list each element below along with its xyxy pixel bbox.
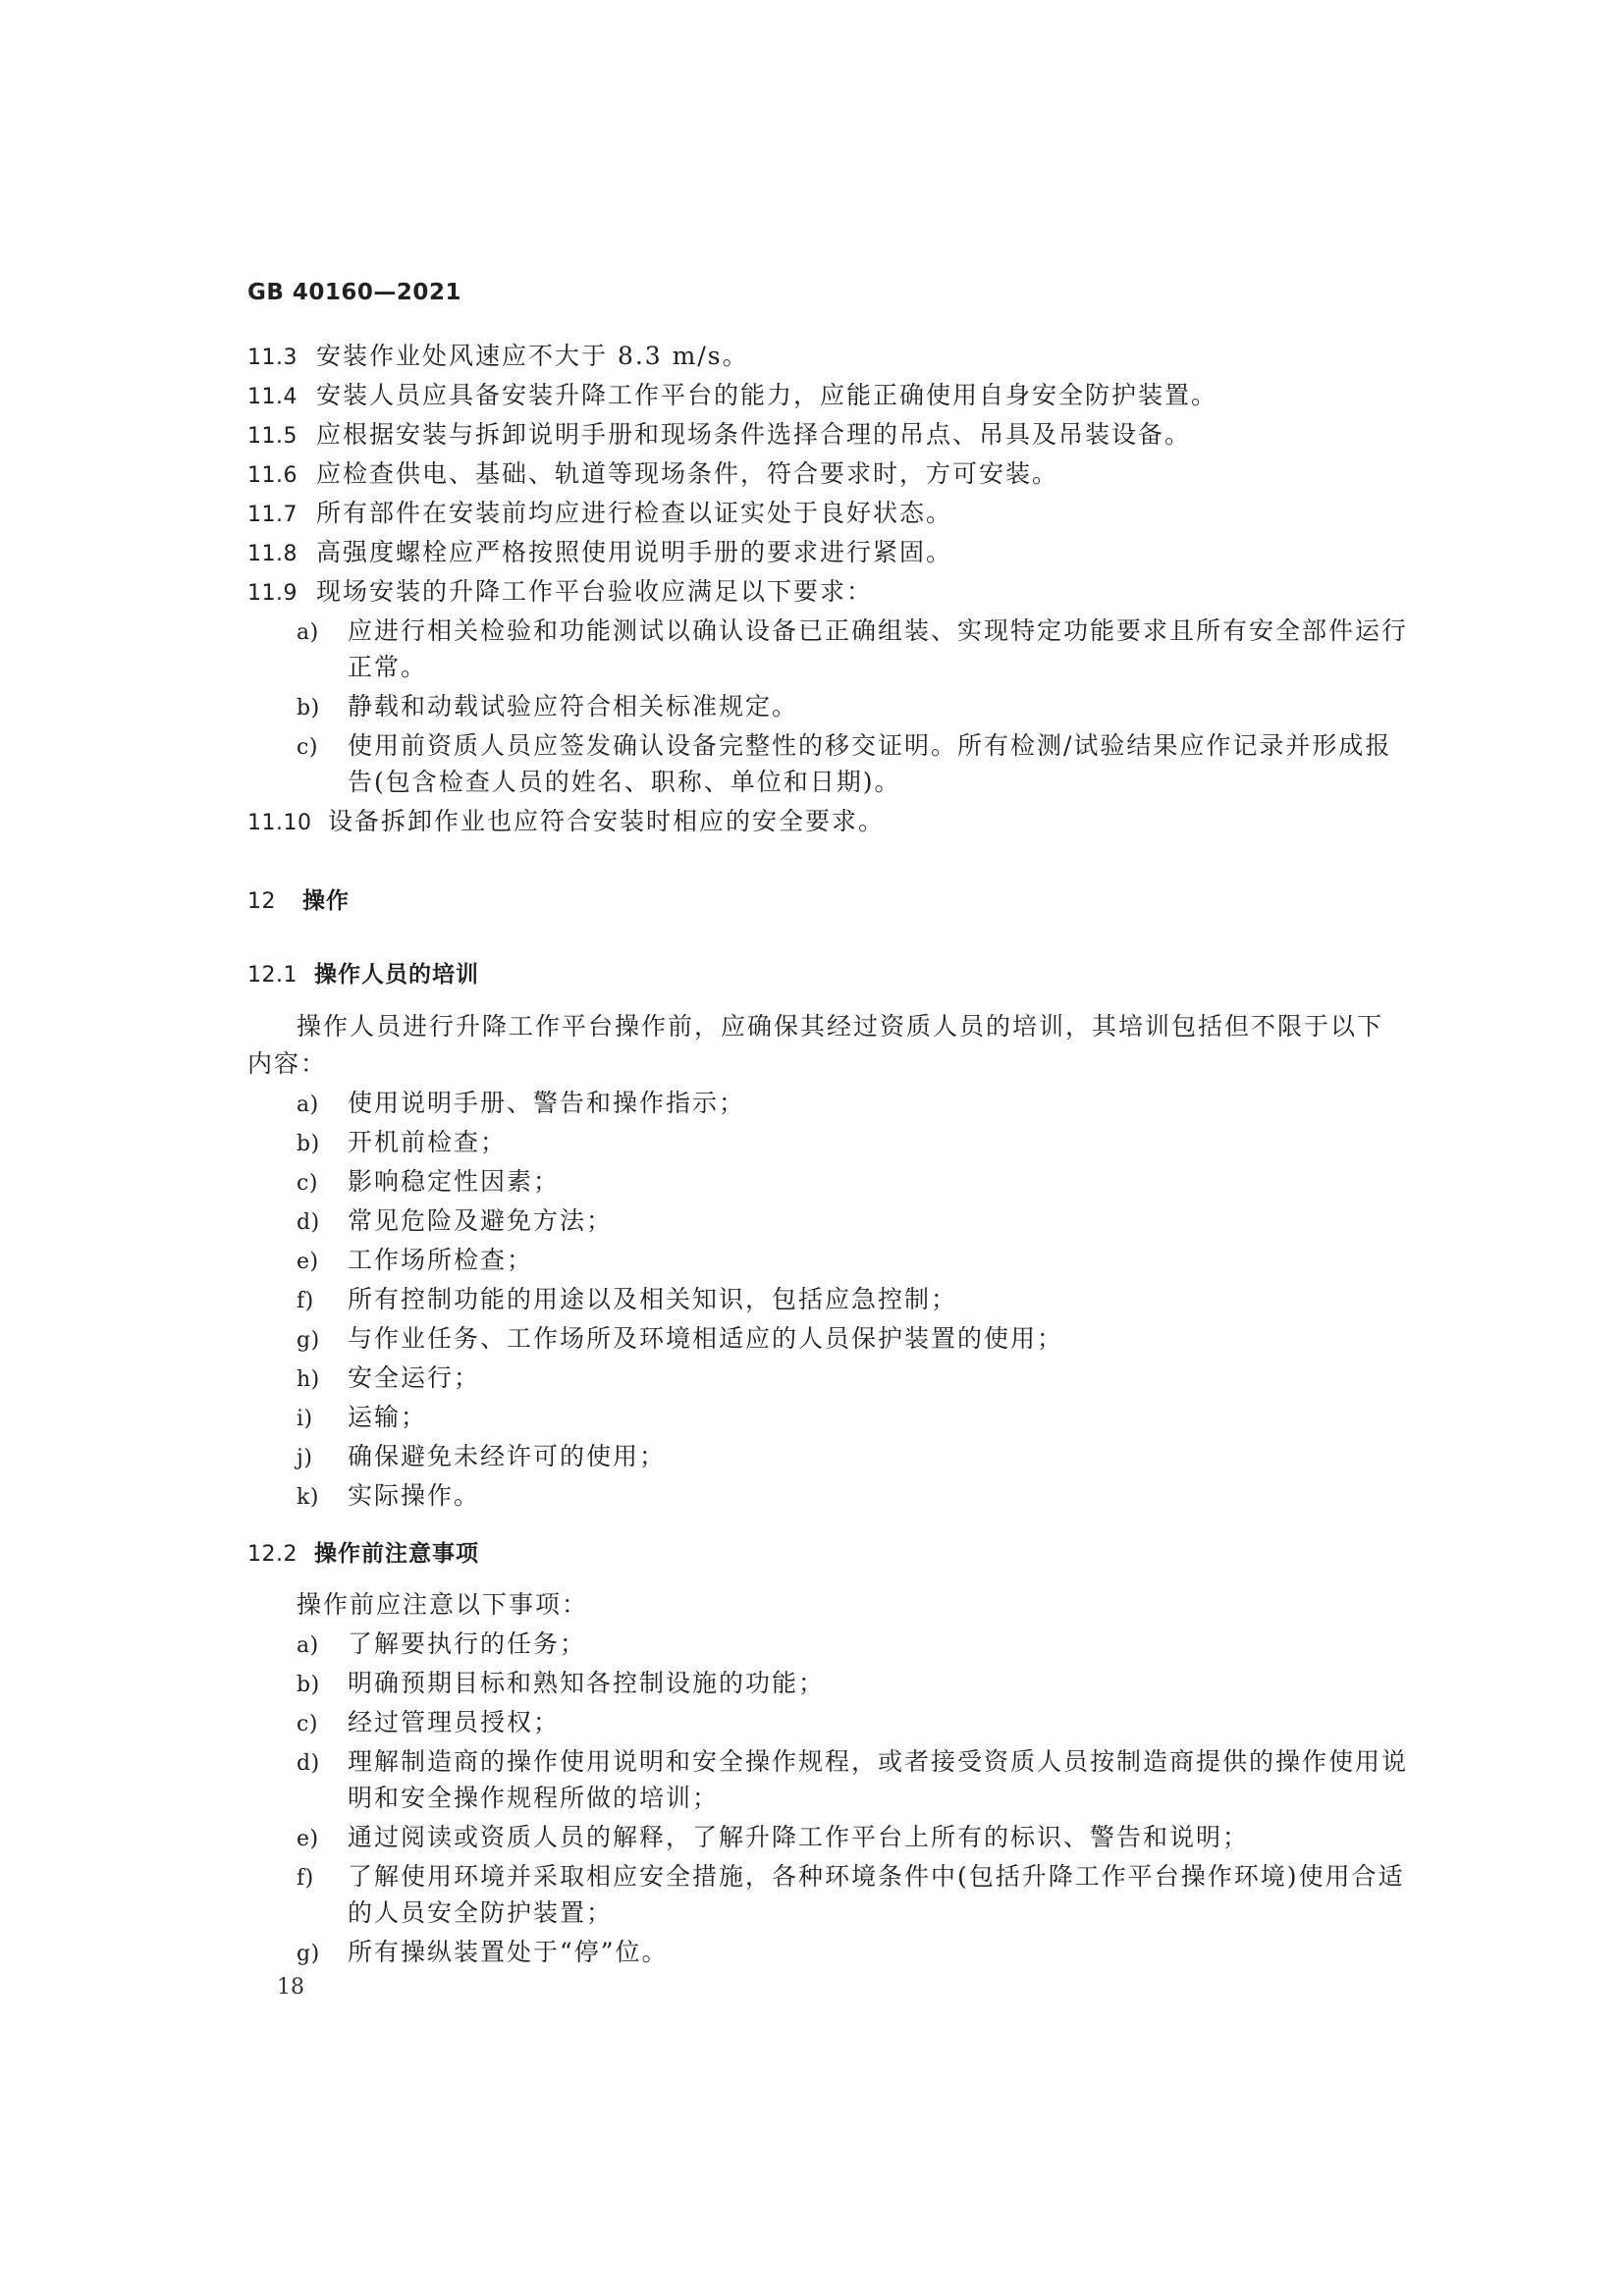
clause-number: 11.5 <box>247 424 298 449</box>
list-item-continuation: 告(包含检查人员的姓名、职称、单位和日期)。 <box>348 768 901 796</box>
list-item <box>297 1086 745 1123</box>
item-text: 应进行相关检验和功能测试以确认设备已正确组装、实现特定功能要求且所有安全部件运行 <box>348 616 1409 645</box>
paragraph-line: 操作前应注意以下事项： <box>297 1590 589 1619</box>
clause-number: 11.4 <box>247 385 298 409</box>
list-item <box>297 1321 1063 1359</box>
list-item <box>297 1164 560 1201</box>
list-item <box>297 1125 507 1162</box>
item-text: 安全运行； <box>348 1363 481 1392</box>
item-label: h) <box>297 1367 320 1392</box>
list-item <box>297 1400 427 1437</box>
clause-number: 11.3 <box>247 346 298 370</box>
clause-text: 安装人员应具备安装升降工作平台的能力，应能正确使用自身安全防护装置。 <box>316 381 1218 409</box>
paragraph-line: 操作人员进行升降工作平台操作前，应确保其经过资质人员的培训，其培训包括但不限于以下 <box>297 1012 1384 1041</box>
item-text: 常见危险及避免方法； <box>348 1206 614 1235</box>
item-text: 经过管理员授权； <box>348 1708 561 1736</box>
item-text: 使用前资质人员应签发确认设备完整性的移交证明。所有检测/试验结果应作记录并形成报 <box>348 731 1392 760</box>
clause-11-5 <box>247 417 1191 454</box>
item-label: c) <box>297 1712 318 1736</box>
item-label: e) <box>297 1827 319 1851</box>
list-item <box>297 1705 560 1742</box>
item-text: 了解要执行的任务； <box>348 1629 587 1658</box>
clause-number: 11.8 <box>247 542 298 566</box>
item-text: 明确预期目标和熟知各控制设施的功能； <box>348 1669 826 1697</box>
document-code-header: GB 40160—2021 <box>247 280 461 305</box>
section-number: 12 <box>247 889 276 914</box>
list-item-continuation: 正常。 <box>348 653 428 681</box>
subsection-heading-12-2 <box>247 1536 479 1573</box>
list-item <box>297 1627 586 1664</box>
clause-11-3 <box>247 339 749 376</box>
subsection-heading-12-1 <box>247 957 479 993</box>
item-label: e) <box>297 1250 319 1274</box>
item-text: 了解使用环境并采取相应安全措施，各种环境条件中(包括升降工作平台操作环境)使用合适 <box>348 1862 1405 1891</box>
clause-11-10 <box>247 804 885 841</box>
item-text: 影响稳定性因素； <box>348 1167 561 1196</box>
list-item-11-9-c <box>297 728 1391 766</box>
list-item <box>297 1744 1408 1782</box>
subsection-title: 操作前注意事项 <box>314 1541 479 1567</box>
clause-11-9 <box>247 574 873 612</box>
clause-text: 应检查供电、基础、轨道等现场条件，符合要求时，方可安装。 <box>316 459 1059 488</box>
item-label: i) <box>297 1407 313 1431</box>
item-label: f) <box>297 1289 314 1313</box>
clause-text: 应根据安装与拆卸说明手册和现场条件选择合理的吊点、吊具及吊装设备。 <box>316 420 1192 449</box>
item-text: 静载和动载试验应符合相关标准规定。 <box>348 692 799 721</box>
page-number: 18 <box>277 1975 304 2000</box>
clause-number: 11.9 <box>247 581 298 606</box>
item-text: 运输； <box>348 1403 428 1431</box>
section-title: 操作 <box>302 888 350 914</box>
clause-number: 11.6 <box>247 463 298 488</box>
clause-text: 所有部件在安装前均应进行检查以证实处于良好状态。 <box>316 499 953 527</box>
list-item <box>297 1243 533 1280</box>
paragraph-line: 内容： <box>247 1049 328 1078</box>
item-text: 确保避免未经许可的使用； <box>348 1442 667 1470</box>
clause-text: 高强度螺栓应严格按照使用说明手册的要求进行紧固。 <box>316 538 953 566</box>
item-label: c) <box>297 735 318 760</box>
item-label: b) <box>297 1673 320 1697</box>
item-label: g) <box>297 1942 320 1966</box>
list-item <box>297 1666 825 1703</box>
item-text: 使用说明手册、警告和操作指示； <box>348 1089 746 1117</box>
list-item-continuation: 明和安全操作规程所做的培训； <box>348 1784 720 1812</box>
subsection-number: 12.1 <box>247 963 298 988</box>
clause-number: 11.7 <box>247 503 298 527</box>
item-text: 开机前检查； <box>348 1128 508 1156</box>
clause-text: 现场安装的升降工作平台验收应满足以下要求： <box>316 577 874 606</box>
item-label: a) <box>297 1633 319 1658</box>
list-item <box>297 1935 669 1972</box>
item-text: 工作场所检查； <box>348 1246 534 1274</box>
subsection-title: 操作人员的培训 <box>314 962 479 988</box>
clause-11-7 <box>247 496 952 533</box>
list-item-continuation: 的人员安全防护装置； <box>348 1898 614 1927</box>
item-text: 所有操纵装置处于“停”位。 <box>348 1938 669 1966</box>
list-item-11-9-a <box>297 614 1408 651</box>
item-label: d) <box>297 1210 320 1235</box>
clause-text: 设备拆卸作业也应符合安装时相应的安全要求。 <box>328 807 886 835</box>
list-item <box>297 1361 480 1398</box>
list-item <box>297 1282 957 1319</box>
item-text: 通过阅读或资质人员的解释，了解升降工作平台上所有的标识、警告和说明； <box>348 1823 1250 1851</box>
item-label: f) <box>297 1866 314 1891</box>
item-label: c) <box>297 1171 318 1196</box>
item-text: 所有控制功能的用途以及相关知识，包括应急控制； <box>348 1285 958 1313</box>
item-text: 与作业任务、工作场所及环境相适应的人员保护装置的使用； <box>348 1324 1064 1353</box>
item-label: k) <box>297 1485 319 1510</box>
item-label: g) <box>297 1328 320 1353</box>
section-heading-12 <box>247 883 350 920</box>
subsection-number: 12.2 <box>247 1542 298 1567</box>
item-label: a) <box>297 1093 319 1117</box>
item-label: d) <box>297 1751 320 1776</box>
clause-11-4 <box>247 378 1217 415</box>
clause-11-6 <box>247 456 1058 494</box>
item-label: b) <box>297 1132 320 1156</box>
list-item <box>297 1203 613 1241</box>
item-text: 实际操作。 <box>348 1481 481 1510</box>
list-item <box>297 1820 1249 1857</box>
list-item <box>297 1439 666 1476</box>
list-item-11-9-b <box>297 689 798 726</box>
clause-number: 11.10 <box>247 811 312 835</box>
list-item <box>297 1478 480 1516</box>
list-item <box>297 1859 1405 1896</box>
item-label: j) <box>297 1446 313 1470</box>
clause-11-8 <box>247 535 952 572</box>
item-label: b) <box>297 696 320 721</box>
item-text: 理解制造商的操作使用说明和安全操作规程，或者接受资质人员按制造商提供的操作使用说 <box>348 1747 1409 1776</box>
clause-text: 安装作业处风速应不大于 8.3 m/s。 <box>316 342 749 370</box>
item-label: a) <box>297 620 319 645</box>
